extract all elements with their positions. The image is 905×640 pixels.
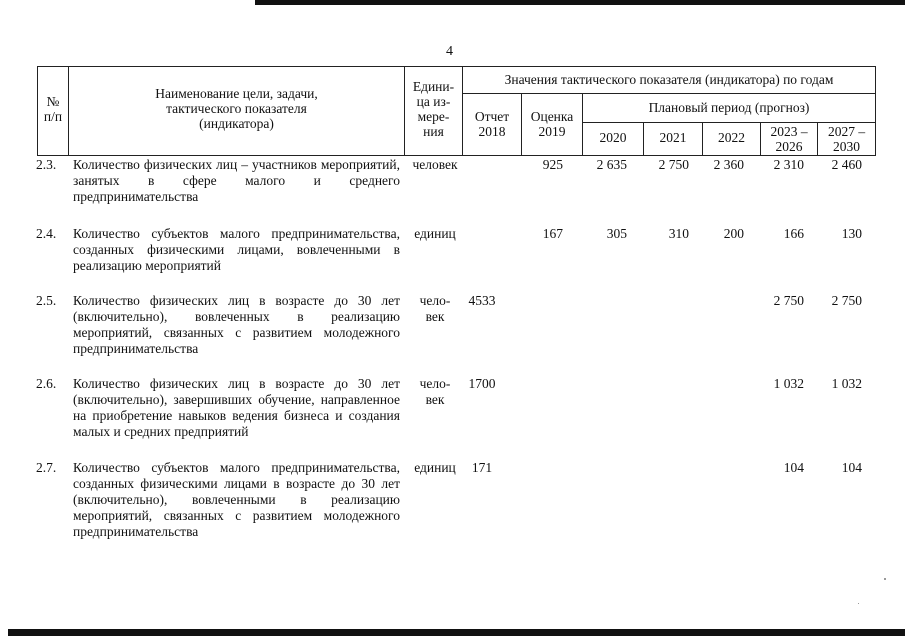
row-unit: чело- век [419,293,451,324]
row-unit: чело- век [419,376,451,407]
row-value-2027-2030: 1 032 [831,376,862,391]
row-value-2020: 305 [606,226,627,241]
header-plan-title: Плановый период (прогноз) [648,100,810,115]
header-report-2018: Отчет 2018 [474,109,510,139]
row-unit: человек [412,157,458,172]
row-value-2027-2030: 130 [841,226,862,241]
row-number: 2.7. [36,460,57,475]
row-value-2027-2030: 2 460 [831,157,862,172]
scan-speck [858,603,859,604]
row-indicator-name: Количество субъектов малого предпринимательства, созданных физическими лицами в возрасте до 30 лет (включительно), вовлеченными в реализацию мероприятий, связанных с развитием молодежного предпринимательства [73,460,400,539]
row-value-2022: 200 [723,226,744,241]
row-value-2023-2026: 2 310 [773,157,804,172]
row-indicator-name: Количество физических лиц в возрасте до 30 лет (включительно), вовлеченных в реализацию мероприятий, связанных с развитием молодежного предпринимательства [73,293,400,356]
row-value-2018: 171 [471,460,493,475]
row-value-2021: 310 [668,226,689,241]
row-value-2018: 4533 [468,293,496,308]
bottom-border-bar [8,629,905,636]
header-unit: Едини- ца из- мере- ния [412,79,455,139]
row-value-2020: 2 635 [596,157,627,172]
row-indicator-name: Количество физических лиц в возрасте до 30 лет (включительно), завершивших обучение, направленное на приобретение навыков ведения бизнеса и создания малых и средних предприятий [73,376,400,439]
row-number: 2.3. [36,157,57,172]
header-num: № п/п [43,94,63,124]
header-values-title: Значения тактического показателя (индикатора) по годам [504,72,834,87]
header-year-2022: 2022 [718,130,745,145]
header-estimate-2019: Оценка 2019 [530,109,574,139]
row-number: 2.6. [36,376,57,391]
header-years-2023-2026: 2023 – 2026 [770,124,808,154]
row-value-2023-2026: 166 [783,226,804,241]
scan-speck [884,578,886,580]
header-name: Наименование цели, задачи, тактического показателя (индикатора) [155,86,318,131]
header-year-2021: 2021 [659,130,687,145]
row-value-2027-2030: 2 750 [831,293,862,308]
row-value-2023-2026: 104 [783,460,804,475]
row-value-2018: 1700 [468,376,496,391]
row-unit: единиц [414,460,456,475]
row-value-2019: 925 [542,157,563,172]
row-indicator-name: Количество физических лиц – участников мероприятий, занятых в сфере малого и среднего предпринимательства [73,157,400,204]
top-border-bar [255,0,905,5]
header-years-2027-2030: 2027 – 2030 [827,124,866,154]
row-value-2019: 167 [542,226,563,241]
page-number: 4 [446,44,453,59]
row-value-2023-2026: 1 032 [773,376,804,391]
table-header [37,66,876,156]
row-number: 2.4. [36,226,57,241]
row-indicator-name: Количество субъектов малого предпринимательства, созданных физическими лицами, вовлеченными в реализацию мероприятий [73,226,400,273]
row-unit: единиц [414,226,456,241]
header-year-2020: 2020 [599,130,627,145]
row-value-2027-2030: 104 [841,460,862,475]
row-number: 2.5. [36,293,57,308]
row-value-2023-2026: 2 750 [773,293,804,308]
row-value-2021: 2 750 [658,157,689,172]
row-value-2022: 2 360 [713,157,744,172]
